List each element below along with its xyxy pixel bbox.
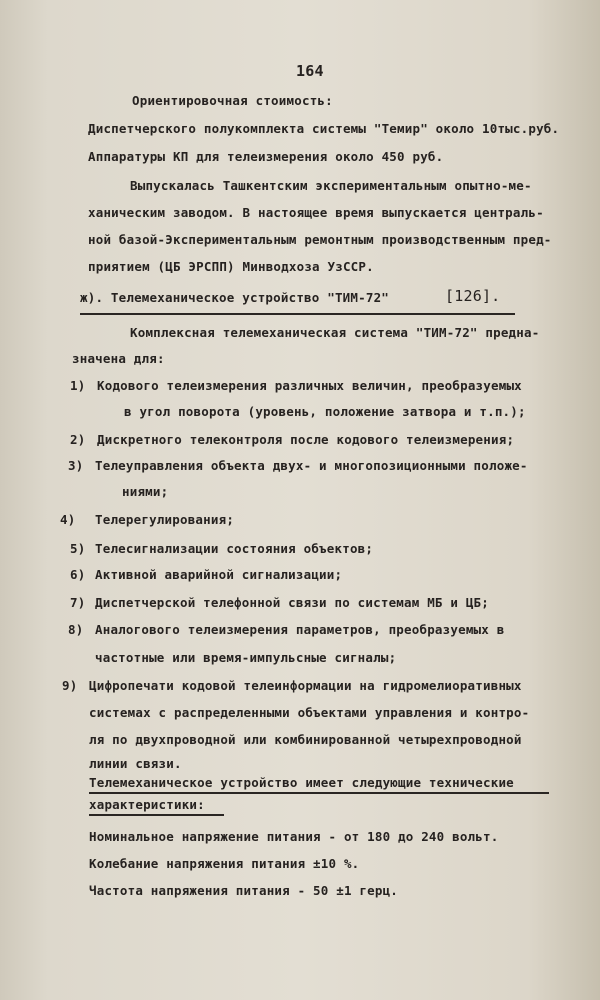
list-item-1-line-2: в угол поворота (уровень, положение затвора и т.п.);	[124, 404, 526, 419]
list-item-9-line-3: ля по двухпроводной или комбинированной четырехпроводной	[89, 732, 522, 747]
characteristics-heading-2: характеристики:	[89, 797, 205, 812]
list-item-number: 5)	[70, 541, 86, 556]
list-item-3-line-1: Телеуправления объекта двух- и многопозиционными положе-	[95, 458, 528, 473]
list-item-number: 4)	[60, 512, 76, 527]
intro-line-1: Комплексная телемеханическая система "ТИМ-72" предна-	[130, 325, 540, 340]
list-item-9-line-4: линии связи.	[89, 756, 182, 771]
reference-bracket: [126].	[445, 287, 501, 305]
list-item-7-line-1: Диспетчерской телефонной связи по системам МБ и ЦБ;	[95, 595, 490, 610]
list-item-3-line-2: ниями;	[122, 484, 169, 499]
list-item-5-line-1: Телесигнализации состояния объектов;	[95, 541, 374, 556]
reference-number: 126	[454, 287, 482, 305]
section-title: ж). Телемеханическое устройство "ТИМ-72"	[80, 290, 390, 305]
cost-heading: Ориентировочная стоимость:	[132, 93, 333, 108]
list-item-1-line-1: Кодового телеизмерения различных величин, преобразуемых	[97, 378, 522, 393]
list-item-number: 1)	[70, 378, 86, 393]
intro-line-2: значена для:	[72, 351, 165, 366]
cost-line-1: Диспетчерского полукомплекта системы "Темир" около 10тыс.руб.	[88, 121, 560, 136]
manufacturer-line-3: ной базой-Экспериментальным ремонтным производственным пред-	[88, 232, 552, 247]
cost-line-2: Аппаратуры КП для телеизмерения около 450 руб.	[88, 149, 444, 164]
section-underline	[80, 313, 515, 315]
list-item-9-line-1: Цифропечати кодовой телеинформации на гидромелиоративных	[89, 678, 522, 693]
frequency-spec: Частота напряжения питания - 50 ±1 герц.	[89, 883, 399, 898]
manufacturer-line-4: приятием (ЦБ ЭРСПП) Минводхоза УзССР.	[88, 259, 374, 274]
manufacturer-line-2: ханическим заводом. В настоящее время выпускается централь-	[88, 205, 544, 220]
list-item-9-line-2: системах с распределенными объектами управления и контро-	[89, 705, 530, 720]
list-item-number: 3)	[68, 458, 84, 473]
list-item-8-line-2: частотные или время-импульсные сигналы;	[95, 650, 397, 665]
list-item-number: 9)	[62, 678, 78, 693]
list-item-number: 8)	[68, 622, 84, 637]
characteristics-underline-2	[89, 814, 224, 816]
list-item-number: 7)	[70, 595, 86, 610]
characteristics-heading-1: Телемеханическое устройство имеет следующие технические	[89, 775, 514, 790]
voltage-spec: Номинальное напряжение питания - от 180 до 240 вольт.	[89, 829, 499, 844]
fluctuation-spec: Колебание напряжения питания ±10 %.	[89, 856, 360, 871]
list-item-8-line-1: Аналогового телеизмерения параметров, преобразуемых в	[95, 622, 505, 637]
list-item-6-line-1: Активной аварийной сигнализации;	[95, 567, 343, 582]
list-item-number: 6)	[70, 567, 86, 582]
page-number: 164	[296, 62, 324, 80]
list-item-2-line-1: Дискретного телеконтроля после кодового телеизмерения;	[97, 432, 515, 447]
manufacturer-line-1: Выпускалась Ташкентским экспериментальным опытно-ме-	[130, 178, 532, 193]
list-item-4-line-1: Телерегулирования;	[95, 512, 235, 527]
list-item-number: 2)	[70, 432, 86, 447]
characteristics-underline-1	[89, 792, 549, 794]
